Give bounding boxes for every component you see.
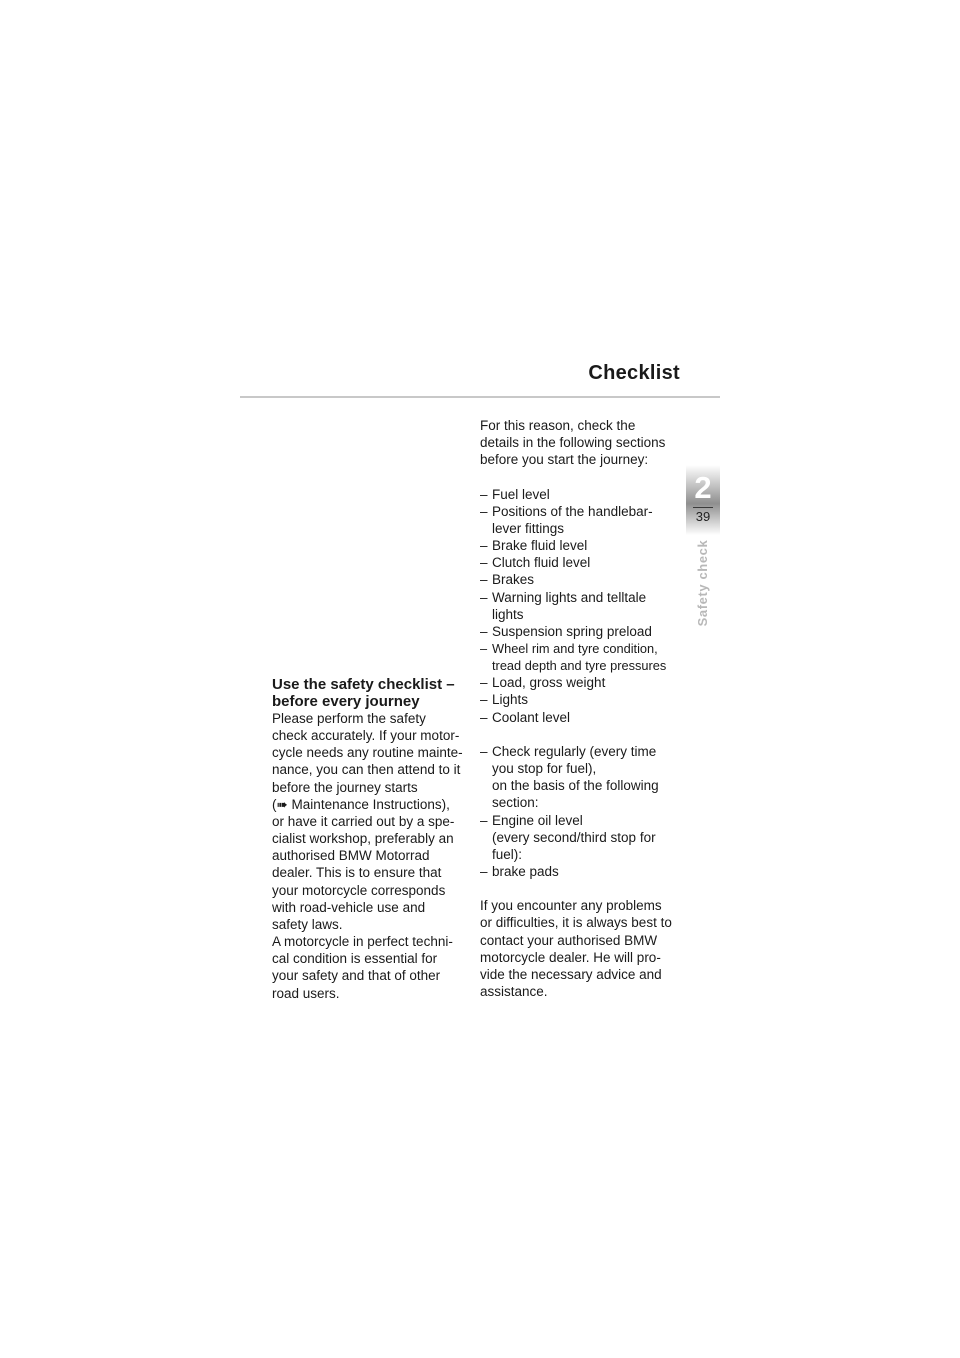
text-line: or difficulties, it is always best to	[480, 915, 672, 931]
oil-check-item: – Engine oil level (every second/third stop for fuel):	[480, 812, 656, 862]
text-line: safety laws.	[272, 916, 343, 932]
brake-pads-item: – brake pads	[480, 864, 559, 880]
section-side-label: Safety check	[695, 539, 710, 627]
maintenance-reference: (➠ Maintenance Instructions),	[272, 796, 450, 812]
text-line: your safety and that of other	[272, 968, 441, 984]
checklist-item: – Lights	[480, 692, 529, 708]
text-line: road users.	[272, 985, 340, 1001]
chapter-divider	[693, 507, 713, 508]
text-line: your motorcycle corresponds	[272, 882, 446, 898]
text-line: If you encounter any problems	[480, 898, 662, 914]
section-heading	[272, 677, 482, 710]
checklist-item: – Fuel level	[480, 486, 550, 502]
text-line: vide the necessary advice and	[480, 966, 662, 982]
checklist-item: – Coolant level	[480, 709, 571, 725]
text-line: Please perform the safety	[272, 711, 426, 726]
text-line: before you start the journey:	[480, 452, 649, 468]
text-line: motorcycle dealer. He will pro-	[480, 949, 661, 965]
text-line: or have it carried out by a spe-	[272, 813, 455, 829]
text-line: authorised BMW Motorrad	[272, 848, 430, 864]
text-line: with road-vehicle use and	[272, 899, 426, 915]
text-line: cialist workshop, preferably an	[272, 831, 454, 847]
checklist-item: – Clutch fluid level	[480, 555, 591, 571]
heading-line: Use the safety checklist –	[272, 676, 455, 693]
closing-paragraph	[480, 897, 695, 1000]
checklist-item: – Load, gross weight	[480, 675, 606, 691]
chapter-number: 2	[694, 470, 712, 505]
left-column	[272, 677, 482, 1002]
checklist-intro	[480, 417, 695, 468]
text-line: dealer. This is to ensure that	[272, 865, 442, 881]
checklist-item: – Brakes	[480, 572, 535, 588]
text-line: cal condition is essential for	[272, 951, 438, 967]
regular-check-item: – Check regularly (every time you stop for fuel), on the basis of the following section:	[480, 743, 659, 811]
right-column	[480, 417, 695, 1000]
checklist-item: – Suspension spring preload	[480, 623, 652, 639]
checklist-item: – Warning lights and telltale lights	[480, 589, 647, 622]
checklist-item: – Positions of the handlebar- lever fittings	[480, 503, 653, 536]
heading-line: before every journey	[272, 692, 420, 710]
header-rule	[240, 396, 720, 398]
page-title: Checklist	[588, 362, 680, 384]
text-line: check accurately. If your motor-	[272, 728, 460, 744]
text-line: details in the following sections	[480, 435, 666, 451]
checklist	[480, 486, 695, 726]
text-line: nance, you can then attend to it	[272, 762, 461, 778]
intro-paragraph	[272, 710, 482, 1002]
text-line: cycle needs any routine mainte-	[272, 745, 463, 761]
text-line: A motorcycle in perfect techni-	[272, 934, 453, 950]
text-line: For this reason, check the	[480, 418, 636, 433]
text-line: assistance.	[480, 984, 548, 1000]
page-number: 39	[695, 509, 711, 524]
checklist-item: – Brake fluid level	[480, 538, 588, 554]
text-line: before the journey starts	[272, 779, 418, 795]
text-line: contact your authorised BMW	[480, 932, 658, 948]
checklist-item: – Wheel rim and tyre condition, tread depth and tyre pressures	[480, 641, 667, 674]
